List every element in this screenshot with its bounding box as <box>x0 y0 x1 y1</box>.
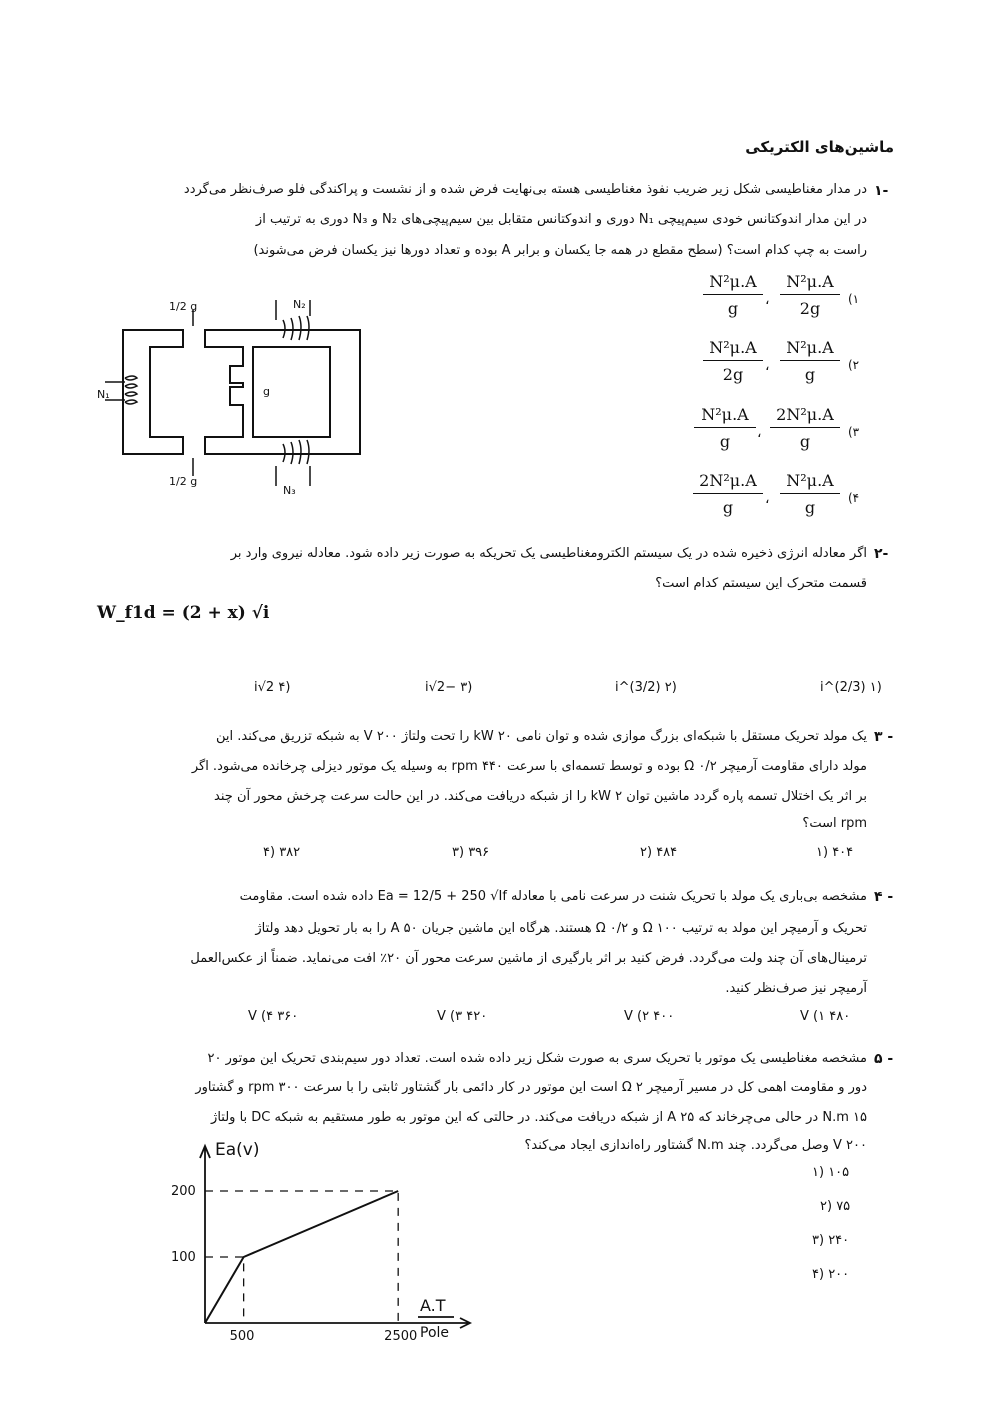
question-5-line-1: مشخصه مغناطیسی یک موتور با تحریک سری به صورت شکل زیر داده شده است. تعداد دور سیم‌بندی تحریک این موتور ۲۰ <box>207 1051 867 1066</box>
question-2-option-2[interactable]: (۲ i^(3/2) <box>615 680 677 695</box>
question-5-option-3[interactable]: ۲۴۰ (۳ <box>812 1233 850 1248</box>
question-5-line-3: ۱۵ N.m در حالی می‌چرخاند که ۲۵ A از شبکه دریافت می‌کند. در حالتی که این موتور به طور مستقیم به شبکه DC با ولتاژ <box>211 1110 867 1125</box>
figure-label-n2: N₂ <box>293 298 306 311</box>
section-title: ماشین‌های الکتریکی <box>745 138 894 156</box>
question-2-option-4[interactable]: (۴ 2√i <box>254 680 291 695</box>
question-5-number: ۵ - <box>874 1051 894 1067</box>
figure-label-n1: N₁ <box>97 388 110 401</box>
option-4-fraction-left: $\frac{\text{2N²μ.A}}{g}$ <box>693 471 763 517</box>
question-3-line-2: مولد دارای مقاومت آرمیچر ۰/۲ Ω بوده و توسط تسمه‌ای با سرعت ۴۴۰ rpm به وسیله یک موتور دیزلی چرخانده می‌شود. اگر <box>191 759 867 774</box>
y-tick-label: 200 <box>171 1184 196 1199</box>
question-4-line-2: تحریک و آرمیچر این مولد به ترتیب ۱۰۰ Ω و ۰/۲ Ω هستند. هرگاه این ماشین جریان ۵۰ A را به بار تحویل دهد ولتاژ <box>255 921 867 936</box>
question-4-option-2[interactable]: ۴۰۰ V (۲ <box>624 1009 675 1024</box>
question-4-line-3: ترمینال‌های آن چند ولت می‌گردد. فرض کنید بر اثر بارگیری از ماشین سرعت محور آن ۲۰٪ افت می‌نماید. ضمناً از عکس‌العمل <box>190 951 867 966</box>
magnetization-chart <box>140 1135 480 1345</box>
magnetic-circuit-figure <box>95 290 375 495</box>
question-3-number: ۳ - <box>874 729 894 745</box>
question-3-option-2[interactable]: ۴۸۴ (۲ <box>640 845 678 860</box>
question-4-line-1: مشخصه بی‌باری یک مولد با تحریک شنت در سرعت نامی با معادله Ea = 12/5 + 250 √If داده شده است. مقاومت <box>239 889 867 904</box>
question-3-option-3[interactable]: ۳۹۶ (۳ <box>452 845 490 860</box>
question-1-number: ۱- <box>874 183 889 199</box>
question-4-option-4[interactable]: ۳۶۰ V (۴ <box>248 1009 299 1024</box>
option-4-fraction-right: $\frac{\text{N²μ.A}}{g}$ <box>780 471 840 517</box>
option-4-expression: 2√i <box>254 680 275 695</box>
question-2-line-1: اگر معادله انرژی ذخیره شده در یک سیستم الکترومغناطیسی یک تحریکه به صورت زیر داده شود. معادله نیروی وارد بر <box>230 546 867 561</box>
y-axis-label: Ea(v) <box>215 1140 260 1160</box>
question-4-line-4: آرمیچر نیز صرف‌نظر کنید. <box>725 981 867 996</box>
question-4-option-3[interactable]: ۴۲۰ V (۳ <box>437 1009 488 1024</box>
option-number: (۲ <box>848 358 860 372</box>
figure-label-gap-top: 1/2 g <box>169 300 198 313</box>
option-1-fraction-left: $\frac{\text{N²μ.A}}{g}$ <box>703 272 763 318</box>
question-2-number: ۲- <box>874 546 889 562</box>
question-3-line-1: یک مولد تحریک مستقل با شبکه‌ای بزرگ موازی شده و توان نامی ۲۰ kW را تحت ولتاژ ۲۰۰ V به شبکه تزریق می‌کند. این <box>216 729 867 744</box>
question-5-option-2[interactable]: ۷۵ (۲ <box>820 1199 851 1214</box>
question-3-option-1[interactable]: ۴۰۴ (۱ <box>816 845 854 860</box>
question-2-option-3[interactable]: (۳ −2√i <box>425 680 473 695</box>
x-axis-label: A.T <box>420 1296 446 1315</box>
option-1-expression: i^(2/3) <box>820 680 866 695</box>
question-5-option-4[interactable]: ۲۰۰ (۴ <box>812 1267 850 1282</box>
question-3-line-3: بر اثر یک اختلال تسمه پاره گردد ماشین توان ۲ kW را از شبکه دریافت می‌کند. در این حالت سرعت چرخش محور آن چند <box>214 789 867 804</box>
option-1-fraction-right: $\frac{\text{N²μ.A}}{2g}$ <box>780 272 840 318</box>
option-2-fraction-left: $\frac{\text{N²μ.A}}{2g}$ <box>703 338 763 384</box>
x-tick-label: 2500 <box>384 1329 418 1344</box>
question-1-line-1: در مدار مغناطیسی شکل زیر ضریب نفوذ مغناطیسی هسته بی‌نهایت فرض شده و از نشست و پراکندگی فلو صرف‌نظر می‌گردد <box>183 182 867 197</box>
question-3-option-4[interactable]: ۳۸۲ (۴ <box>263 845 301 860</box>
x-tick-label: 500 <box>229 1329 255 1344</box>
exam-page: ماشین‌های الکتریکی ۱- در مدار مغناطیسی شکل زیر ضریب نفوذ مغناطیسی هسته بی‌نهایت فرض شده و از نشست و پراکندگی فلو صرف‌نظر می‌گردد در این مدار اندوکتانس خودی سیم‌پیچی N₁ دوری و اندوکتانس متقابل بین سیم‌پیچی‌های N₂ و N₃ دوری به ترتیب از راست به چپ کدام است؟ (سطح مقطع در همه جا یکسان و برابر A بوده و تعداد دورها نیز یکسان فرض می‌شوند) 1/2 g 1/2 g g N₁ N₂ N₃ (۱ $\frac{\text{N²μ.A}}{2g}$ ، $\frac{\text{N²μ.A}}{g}$ (۲ $\frac{\text{N²μ.A}}{g}$ ، $\frac{\text{N²μ.A}}{2g}$ (۳ $\frac{\text{2N²μ.A}}{g}$ ، $\frac{\text{N²μ.A}}{g}$ (۴ $\frac{\text{N²μ.A}}{g}$ ، $\frac{\text{2N²μ.A}}{g}$ ۲- اگر معادله انرژی ذخیره شده در یک سیستم الکترومغناطیسی یک تحریکه به صورت زیر داده شود. معادله نیروی وارد بر قسمت متحرک این سیستم کدام است؟ W_f1d = (2 + x) √i (۱ i^(2/3) (۲ i^(3/2) (۳ −2√i (۴ 2√i ۳ - یک مولد تحریک مستقل با شبکه‌ای بزرگ موازی شده و توان نامی ۲۰ kW را تحت ولتاژ ۲۰۰ V به شبکه تزریق می‌کند. این مولد دارای مقاومت آرمیچر ۰/۲ Ω بوده و توسط تسمه‌ای با سرعت ۴۴۰ rpm به وسیله یک موتور دیزلی چرخانده می‌شود. اگر بر اثر یک اختلال تسمه پاره گردد ماشین توان ۲ kW را از شبکه دریافت می‌کند. در این حالت سرعت چرخش محور آن چند rpm است؟ ۴۰۴ (۱ ۴۸۴ (۲ ۳۹۶ (۳ ۳۸۲ (۴ ۴ - مشخصه بی‌باری یک مولد با تحریک شنت در سرعت نامی با معادله Ea = 12/5 + 250 √If داده شده است. مقاومت تحریک و آرمیچر این مولد به ترتیب ۱۰۰ Ω و ۰/۲ Ω هستند. هرگاه این ماشین جریان ۵۰ A را به بار تحویل دهد ولتاژ ترمینال‌های آن چند ولت می‌گردد. فرض کنید بر اثر بارگیری از ماشین سرعت محور آن ۲۰٪ افت می‌نماید. ضمناً از عکس‌العمل آرمیچر نیز صرف‌نظر کنید. ۴۸۰ V (۱ ۴۰۰ V (۲ ۴۲۰ V (۳ ۳۶۰ V (۴ ۵ - مشخصه مغناطیسی یک موتور با تحریک سری به صورت شکل زیر داده شده است. تعداد دور سیم‌بندی تحریک این موتور ۲۰ دور و مقاومت اهمی کل در مسیر آرمیچر ۲ Ω است این موتور در کار دائمی بار گشتاور ثابتی را با سرعت ۳۰۰ rpm و گشتاور ۱۵ N.m در حالی می‌چرخاند که ۲۵ A از شبکه دریافت می‌کند. در حالتی که این موتور به طور مستقیم به شبکه DC با ولتاژ ۲۰۰ V وصل می‌گردد. چند N.m گشتاور راه‌اندازی ایجاد می‌کند؟ ۱۰۵ (۱ ۷۵ (۲ ۲۴۰ (۳ ۲۰۰ (۴ 500 2500 100 200 Ea(v) A.T Pole <box>97 138 894 1344</box>
figure-label-gap-bottom: 1/2 g <box>169 475 198 488</box>
question-1-line-3: راست به چپ کدام است؟ (سطح مقطع در همه جا یکسان و برابر A بوده و تعداد دورها نیز یکسان فرض می‌شوند) <box>253 243 867 258</box>
question-3-line-4: rpm است؟ <box>802 816 867 831</box>
figure-label-n3: N₃ <box>283 484 296 495</box>
question-4-option-1[interactable]: ۴۸۰ V (۱ <box>800 1009 851 1024</box>
magnetization-curve <box>205 1191 398 1323</box>
question-4-number: ۴ - <box>874 889 894 905</box>
question-5-line-2: دور و مقاومت اهمی کل در مسیر آرمیچر ۲ Ω است این موتور در کار دائمی بار گشتاور ثابتی را با سرعت ۳۰۰ rpm و گشتاور <box>195 1080 867 1095</box>
option-3-fraction-right: $\frac{\text{2N²μ.A}}{g}$ <box>770 405 840 451</box>
question-5-option-1[interactable]: ۱۰۵ (۱ <box>812 1165 850 1180</box>
question-5-line-4: ۲۰۰ V وصل می‌گردد. چند N.m گشتاور راه‌اندازی ایجاد می‌کند؟ <box>524 1138 867 1153</box>
figure-label-gap-center: g <box>263 385 270 398</box>
guide-line <box>205 1191 398 1323</box>
option-3-fraction-left: $\frac{\text{N²μ.A}}{g}$ <box>694 405 756 451</box>
question-2-option-1[interactable]: (۱ i^(2/3) <box>820 680 882 695</box>
x-axis-label: Pole <box>420 1325 450 1341</box>
energy-formula: W_f1d = (2 + x) √i <box>97 603 270 623</box>
y-tick-label: 100 <box>171 1250 196 1265</box>
option-3-expression: −2√i <box>425 680 457 695</box>
question-2-line-2: قسمت متحرک این سیستم کدام است؟ <box>655 576 867 591</box>
option-2-expression: i^(3/2) <box>615 680 661 695</box>
option-number: (۴ <box>848 491 860 505</box>
option-2-fraction-right: $\frac{\text{N²μ.A}}{g}$ <box>780 338 840 384</box>
option-number: (۳ <box>848 425 860 439</box>
option-number: (۱ <box>848 292 860 306</box>
question-1-line-2: در این مدار اندوکتانس خودی سیم‌پیچی N₁ دوری و اندوکتانس متقابل بین سیم‌پیچی‌های N₂ و N₃ دوری به ترتیب از <box>255 212 867 227</box>
y-axis <box>200 1146 210 1323</box>
